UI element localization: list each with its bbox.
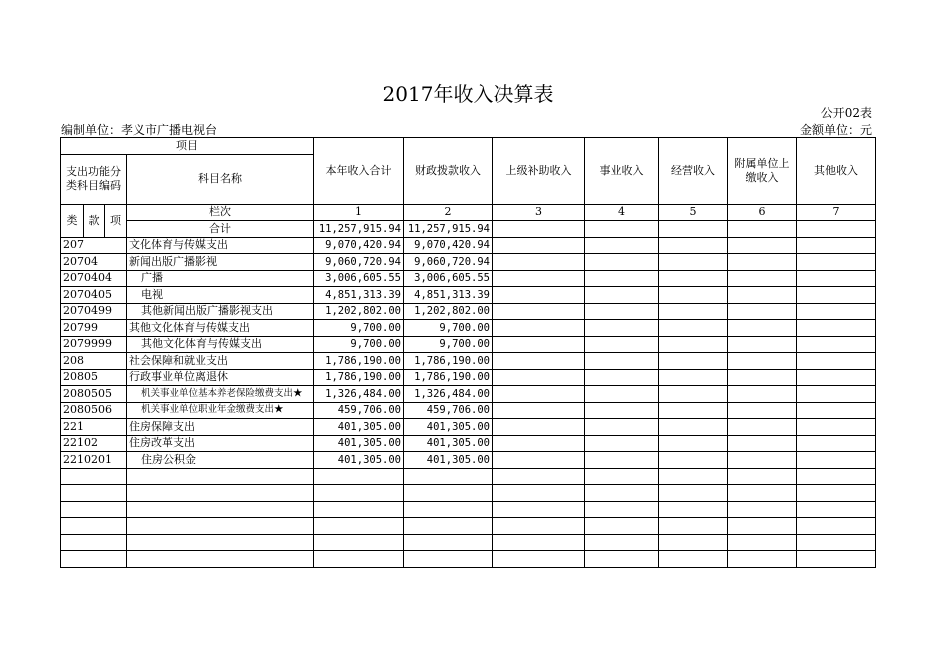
header-total: 本年收入合计 <box>314 138 404 205</box>
total-label: 合计 <box>127 221 314 238</box>
header-project: 项目 <box>61 138 314 155</box>
table-row <box>61 353 876 370</box>
row-total: 401,305.00 <box>314 452 404 469</box>
row-fiscal: 1,786,190.00 <box>404 353 493 370</box>
row-code: 2070404 <box>61 270 127 287</box>
header-other: 其他收入 <box>797 138 876 205</box>
row-fiscal: 1,202,802.00 <box>404 303 493 320</box>
header-operating: 经营收入 <box>659 138 728 205</box>
header-code: 支出功能分类科目编码 <box>61 154 127 204</box>
amount-unit: 金额单位：元 <box>799 123 872 137</box>
row-name: 广播 <box>127 270 314 287</box>
row-total: 1,326,484.00 <box>314 386 404 403</box>
table-row <box>61 270 876 287</box>
row-code: 221 <box>61 419 127 436</box>
row-name: 其他文化体育与传媒支出 <box>127 336 314 353</box>
column-number: 5 <box>659 204 728 221</box>
row-total: 3,006,605.55 <box>314 270 404 287</box>
row-code: 2080505 <box>61 386 127 403</box>
table-row <box>61 402 876 419</box>
table-row <box>61 303 876 320</box>
table-row <box>61 419 876 436</box>
row-fiscal: 1,786,190.00 <box>404 369 493 386</box>
empty-row <box>61 501 876 518</box>
row-name: 机关事业单位基本养老保险缴费支出★ <box>127 386 314 403</box>
row-total: 9,070,420.94 <box>314 237 404 254</box>
row-code: 2070405 <box>61 287 127 304</box>
row-name: 住房公积金 <box>127 452 314 469</box>
row-fiscal: 9,060,720.94 <box>404 254 493 271</box>
row-code: 207 <box>61 237 127 254</box>
header-lei: 类 <box>61 204 84 237</box>
row-total: 9,700.00 <box>314 336 404 353</box>
row-fiscal: 401,305.00 <box>404 419 493 436</box>
row-name: 新闻出版广播影视 <box>127 254 314 271</box>
column-number: 7 <box>797 204 876 221</box>
row-code: 2079999 <box>61 336 127 353</box>
row-code: 20799 <box>61 320 127 337</box>
compiling-unit: 编制单位：孝义市广播电视台 <box>61 123 218 137</box>
total-fiscal: 11,257,915.94 <box>404 221 493 238</box>
row-total: 1,786,190.00 <box>314 353 404 370</box>
table-row <box>61 287 876 304</box>
table-row <box>61 435 876 452</box>
header-xiang: 项 <box>105 204 127 237</box>
row-code: 20805 <box>61 369 127 386</box>
row-code: 22102 <box>61 435 127 452</box>
row-name: 住房保障支出 <box>127 419 314 436</box>
row-fiscal: 401,305.00 <box>404 452 493 469</box>
row-code: 208 <box>61 353 127 370</box>
empty-row <box>61 518 876 535</box>
row-code: 2070499 <box>61 303 127 320</box>
header-business: 事业收入 <box>585 138 659 205</box>
table-row <box>61 237 876 254</box>
empty-row <box>61 468 876 485</box>
row-total: 9,700.00 <box>314 320 404 337</box>
total-amount: 11,257,915.94 <box>314 221 404 238</box>
table-row <box>61 336 876 353</box>
column-number: 4 <box>585 204 659 221</box>
row-code: 2210201 <box>61 452 127 469</box>
header-name: 科目名称 <box>127 154 314 204</box>
column-number: 2 <box>404 204 493 221</box>
row-fiscal: 3,006,605.55 <box>404 270 493 287</box>
row-name: 电视 <box>127 287 314 304</box>
column-number: 6 <box>728 204 797 221</box>
row-fiscal: 9,700.00 <box>404 336 493 353</box>
table-row <box>61 386 876 403</box>
row-total: 1,202,802.00 <box>314 303 404 320</box>
row-fiscal: 9,700.00 <box>404 320 493 337</box>
row-total: 1,786,190.00 <box>314 369 404 386</box>
header-affiliated: 附属单位上缴收入 <box>728 138 797 205</box>
row-name: 机关事业单位职业年金缴费支出★ <box>127 402 314 419</box>
row-name: 社会保障和就业支出 <box>127 353 314 370</box>
row-name: 住房改革支出 <box>127 435 314 452</box>
row-code: 20704 <box>61 254 127 271</box>
row-total: 459,706.00 <box>314 402 404 419</box>
row-name: 文化体育与传媒支出 <box>127 237 314 254</box>
table-row <box>61 452 876 469</box>
empty-row <box>61 534 876 551</box>
row-fiscal: 9,070,420.94 <box>404 237 493 254</box>
row-total: 4,851,313.39 <box>314 287 404 304</box>
row-fiscal: 1,326,484.00 <box>404 386 493 403</box>
table-row <box>61 254 876 271</box>
row-code: 2080506 <box>61 402 127 419</box>
form-number: 公开02表 <box>820 106 872 120</box>
table-row <box>61 320 876 337</box>
row-name: 其他新闻出版广播影视支出 <box>127 303 314 320</box>
row-fiscal: 401,305.00 <box>404 435 493 452</box>
empty-row <box>61 485 876 502</box>
column-label: 栏次 <box>127 204 314 221</box>
header-superior: 上级补助收入 <box>493 138 585 205</box>
header-fiscal: 财政拨款收入 <box>404 138 493 205</box>
row-name: 其他文化体育与传媒支出 <box>127 320 314 337</box>
empty-row <box>61 551 876 568</box>
row-total: 9,060,720.94 <box>314 254 404 271</box>
income-table <box>60 137 876 568</box>
row-fiscal: 459,706.00 <box>404 402 493 419</box>
row-name: 行政事业单位离退休 <box>127 369 314 386</box>
header-kuan: 款 <box>84 204 105 237</box>
row-total: 401,305.00 <box>314 419 404 436</box>
report-title: 2017年收入决算表 <box>382 82 554 106</box>
row-total: 401,305.00 <box>314 435 404 452</box>
table-body <box>61 138 876 568</box>
row-fiscal: 4,851,313.39 <box>404 287 493 304</box>
column-number: 3 <box>493 204 585 221</box>
table-row <box>61 369 876 386</box>
column-number: 1 <box>314 204 404 221</box>
